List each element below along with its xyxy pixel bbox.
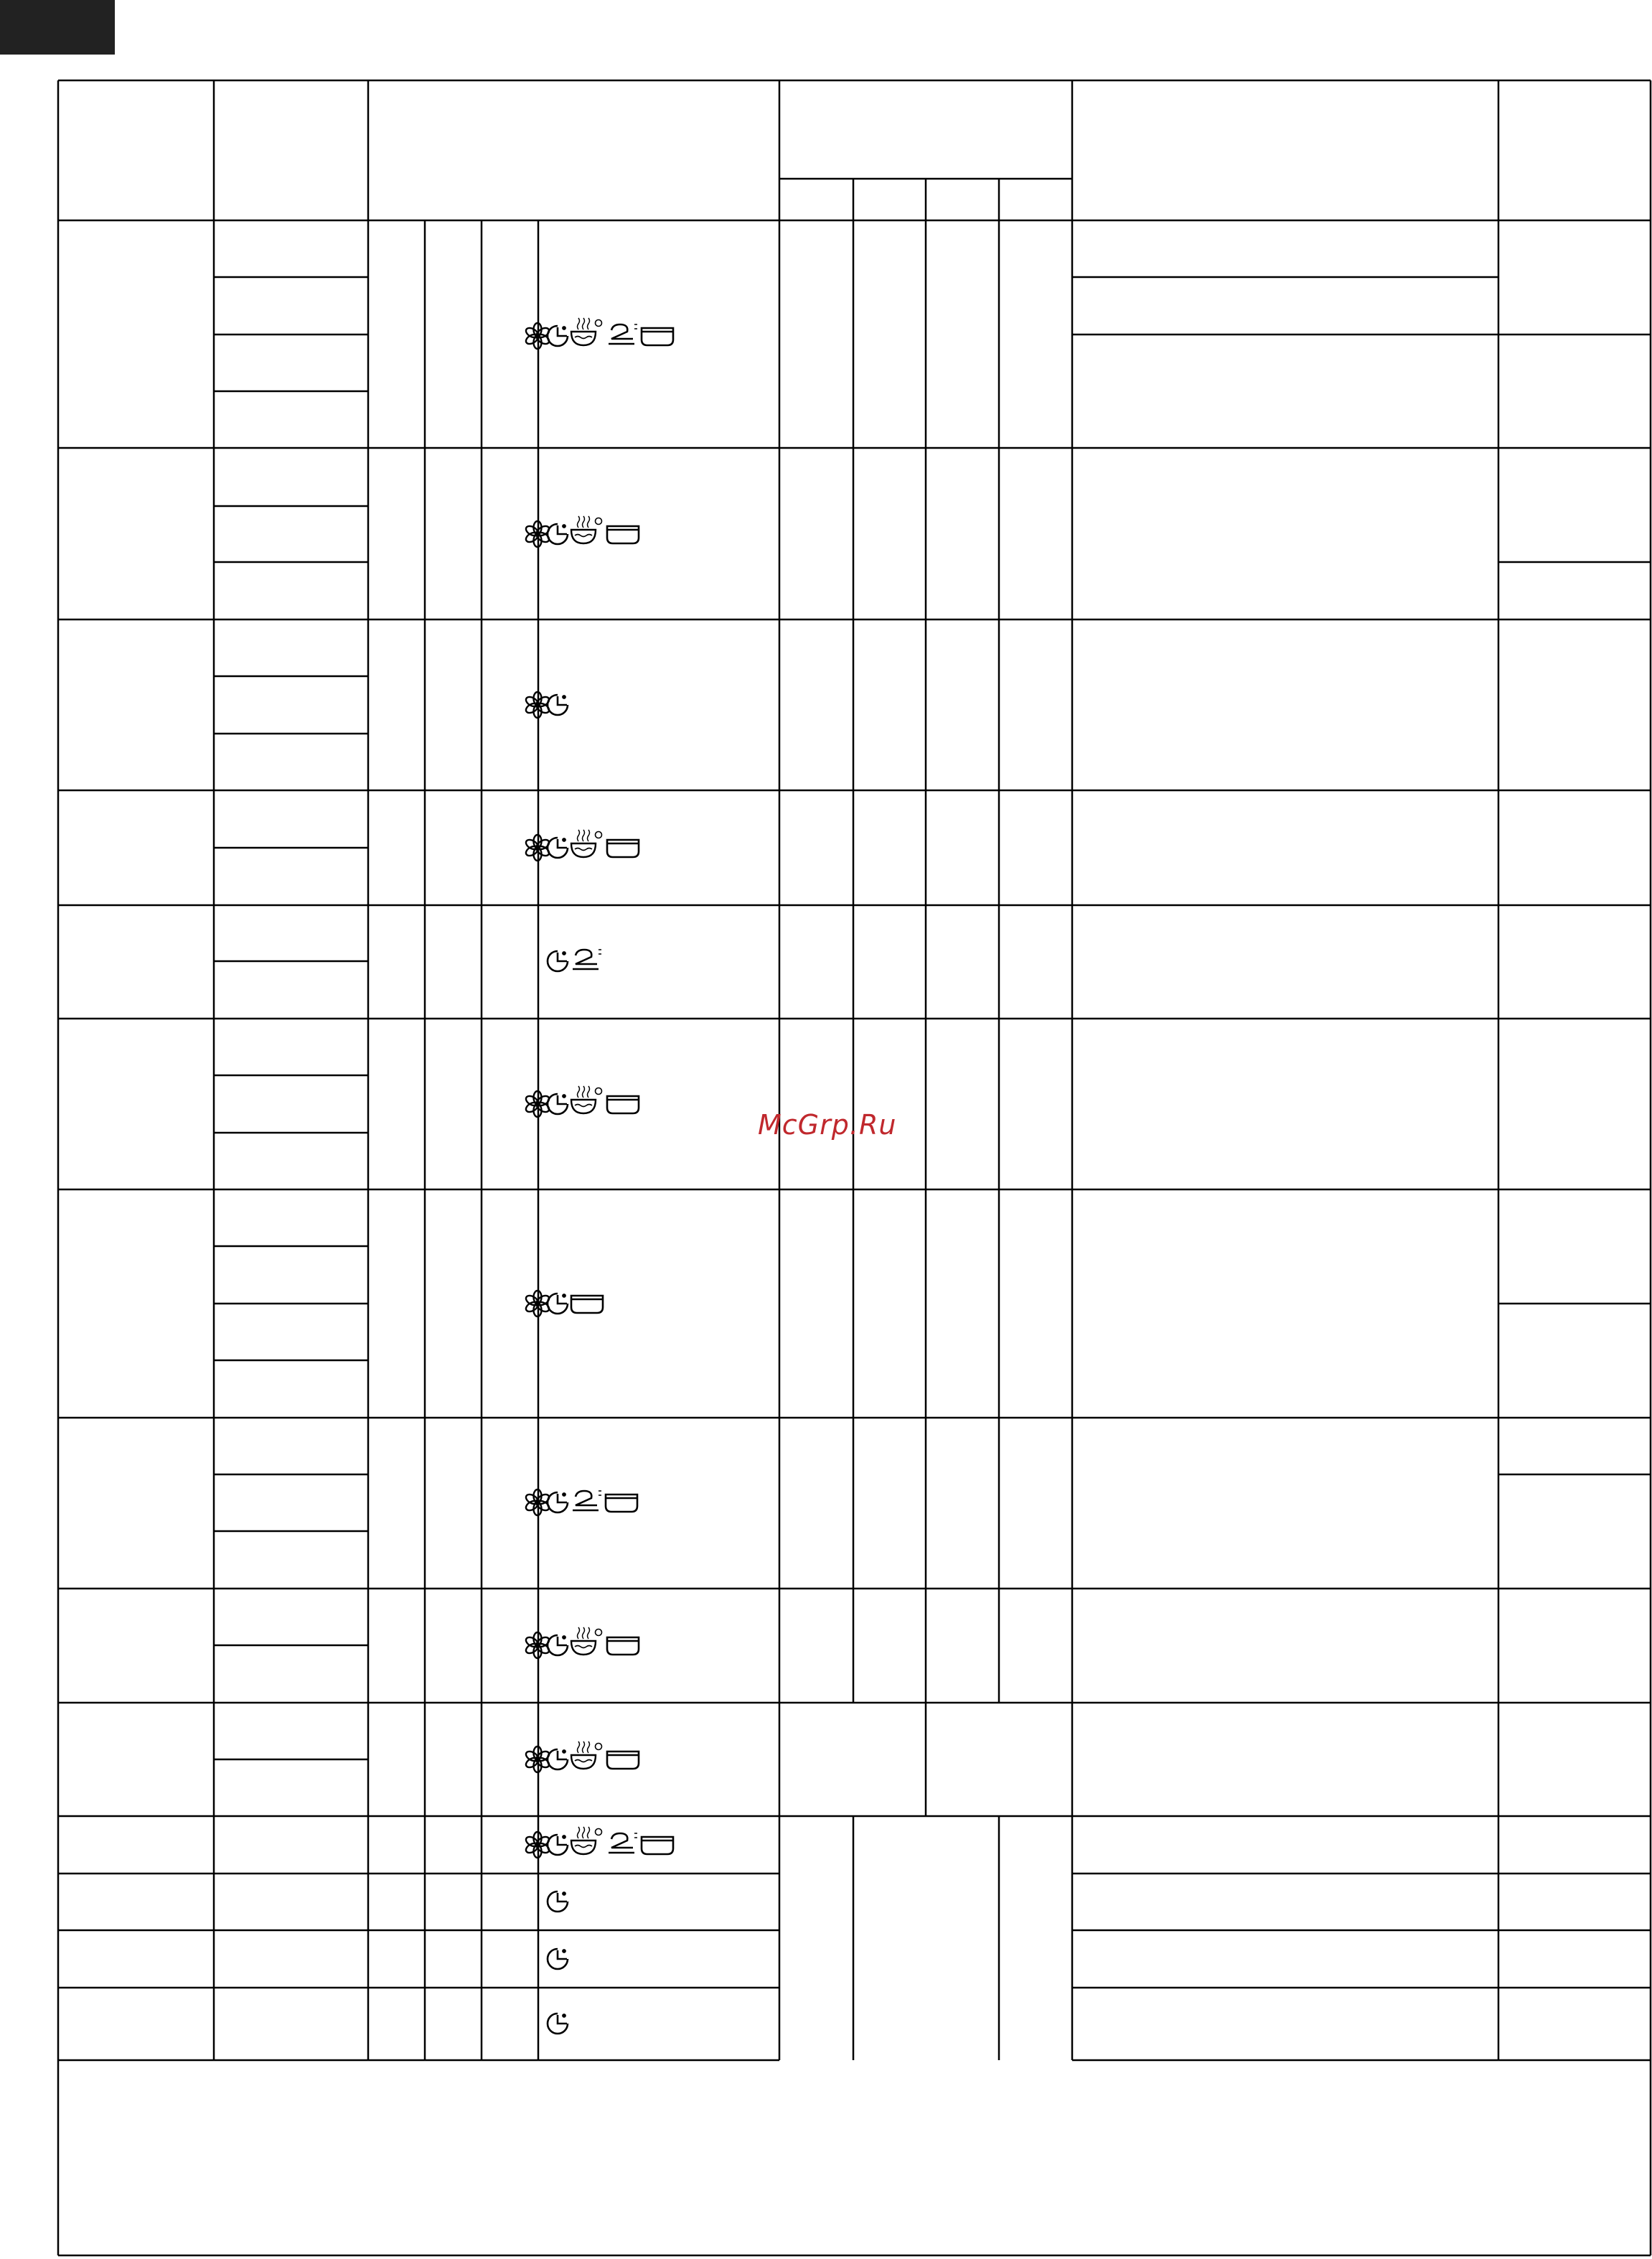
tray-icon [607,1751,639,1769]
clock-timer-icon [548,1094,568,1114]
steam-pot-icon [571,516,602,543]
steam-pot-icon [571,318,602,345]
tray-icon [642,1837,673,1854]
clock-timer-icon [548,1949,568,1969]
steam-pot-icon [571,1827,602,1854]
steam-pot-icon [571,1086,602,1113]
clock-timer-icon [548,1492,568,1512]
grill-element-icon [573,1491,601,1510]
tray-icon [607,526,639,543]
clock-timer-icon [548,951,568,971]
tray-icon [607,1096,639,1113]
clock-timer-icon [548,695,568,715]
clock-timer-icon [548,326,568,346]
tray-icon [571,1296,603,1313]
tray-icon [606,1495,637,1512]
clock-timer-icon [548,1835,568,1855]
clock-timer-icon [548,1635,568,1655]
clock-timer-icon [548,524,568,544]
tray-icon [607,1637,639,1655]
steam-pot-icon [571,1627,602,1655]
clock-timer-icon [548,1749,568,1769]
table-grid-lines [58,80,1651,2255]
steam-pot-icon [571,1741,602,1769]
table-icons [525,318,673,2034]
grill-element-icon [609,1833,637,1853]
tray-icon [607,840,639,857]
clock-timer-icon [548,1294,568,1314]
steam-pot-icon [571,830,602,857]
grill-element-icon [609,324,637,344]
clock-timer-icon [548,2014,568,2034]
clock-timer-icon [548,838,568,858]
tray-icon [642,328,673,345]
watermark: McGrp.Ru [758,1109,897,1141]
clock-timer-icon [548,1891,568,1912]
grill-element-icon [573,950,601,969]
